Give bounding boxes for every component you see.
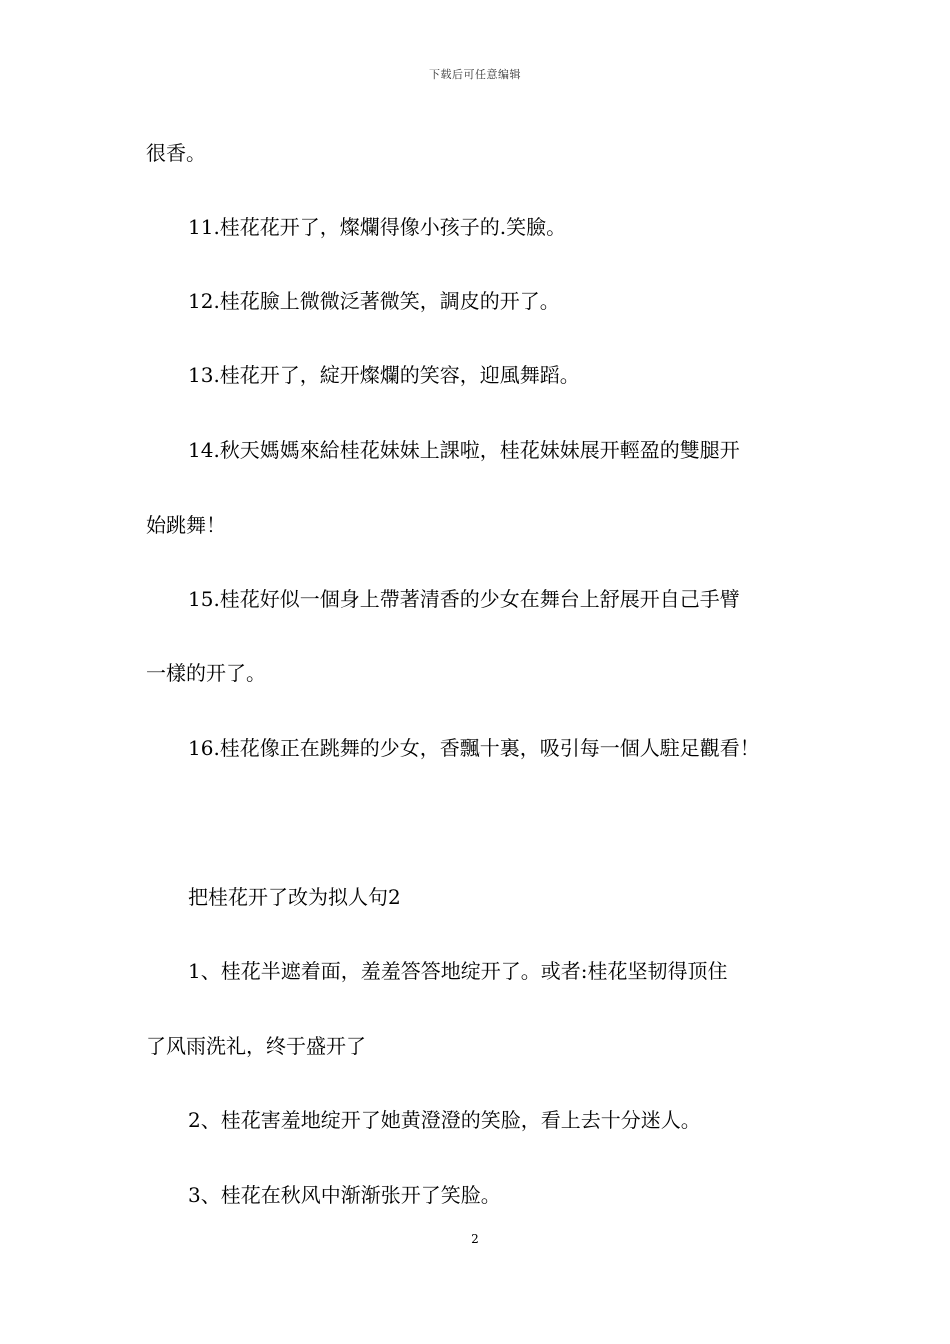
text-line: 3、桂花在秋风中渐渐张开了笑脸。	[188, 1183, 501, 1207]
text-line: 11.桂花花开了，燦爛得像小孩子的.笑臉。	[188, 215, 567, 239]
text-line: 2、桂花害羞地绽开了她黄澄澄的笑脸，看上去十分迷人。	[188, 1108, 701, 1132]
text-line: 14.秋天媽媽來給桂花妹妹上課啦，桂花妹妹展开輕盈的雙腿开	[188, 438, 740, 462]
section-heading: 把桂花开了改为拟人句2	[188, 885, 401, 909]
page-header: 下载后可任意编辑	[429, 68, 521, 81]
text-line: 13.桂花开了，綻开燦爛的笑容，迎風舞蹈。	[188, 363, 580, 387]
text-line: 了风雨洗礼，终于盛开了	[146, 1034, 366, 1058]
text-line: 很香。	[146, 141, 206, 165]
text-line: 16.桂花像正在跳舞的少女，香飄十裏，吸引每一個人駐足觀看！	[188, 736, 760, 760]
text-line: 15.桂花好似一個身上帶著清香的少女在舞台上舒展开自己手臂	[188, 587, 740, 611]
text-line: 1、桂花半遮着面，羞羞答答地绽开了。或者:桂花坚韧得顶住	[188, 959, 728, 983]
text-line: 12.桂花臉上微微泛著微笑，調皮的开了。	[188, 289, 560, 313]
text-line: 始跳舞！	[146, 513, 226, 537]
text-line: 一樣的开了。	[146, 661, 266, 685]
page-number: 2	[471, 1232, 479, 1246]
